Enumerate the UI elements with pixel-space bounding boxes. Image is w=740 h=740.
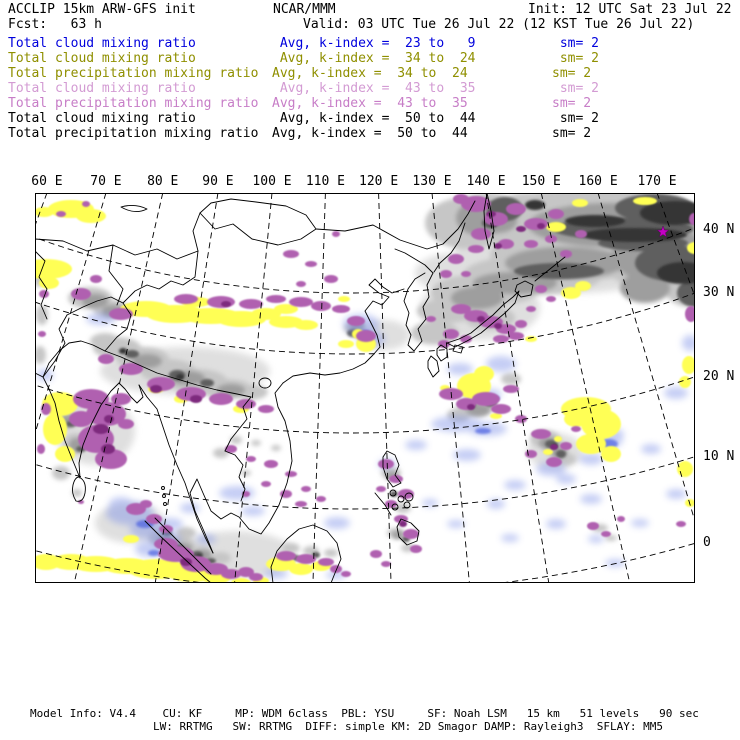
legend-row-sm: sm= 2 xyxy=(552,81,599,96)
map-canvas xyxy=(35,193,695,583)
lat-label: 0 xyxy=(703,535,711,550)
lon-label: 70 E xyxy=(90,174,122,189)
legend-row-label: Total precipitation mixing ratio xyxy=(8,96,259,111)
legend-row-label: Total precipitation mixing ratio xyxy=(8,126,259,141)
legend-row-sm: sm= 2 xyxy=(552,66,592,81)
legend-row-label: Total cloud mixing ratio xyxy=(8,111,196,126)
lat-label: 20 N xyxy=(703,369,735,384)
legend-row-sm: sm= 2 xyxy=(552,51,599,66)
lon-label: 80 E xyxy=(147,174,179,189)
legend xyxy=(0,0,740,150)
forecast-hour-label: Fcst: 63 h xyxy=(8,17,102,32)
legend-row-sm: sm= 2 xyxy=(552,36,599,51)
meridian-line xyxy=(379,193,391,583)
lon-label: 160 E xyxy=(578,174,618,189)
lon-label: 130 E xyxy=(412,174,452,189)
lon-label: 140 E xyxy=(466,174,506,189)
legend-row-stat: Avg, k-index = 50 to 44 xyxy=(272,126,468,141)
legend-row-sm: sm= 2 xyxy=(552,96,592,111)
lon-label: 100 E xyxy=(252,174,292,189)
legend-row-stat: Avg, k-index = 34 to 24 xyxy=(272,51,476,66)
lat-label: 30 N xyxy=(703,285,735,300)
lon-label: 120 E xyxy=(359,174,399,189)
valid-time-label: Valid: 03 UTC Tue 26 Jul 22 (12 KST Tue 26 Jul 22) xyxy=(303,17,695,32)
legend-row-stat: Avg, k-index = 34 to 24 xyxy=(272,66,468,81)
legend-row-stat: Avg, k-index = 43 to 35 xyxy=(272,81,476,96)
model-info-line2: LW: RRTMG SW: RRTMG DIFF: simple KM: 2D Smagor DAMP: Rayleigh3 SFLAY: MM5 xyxy=(153,720,663,733)
legend-row-stat: Avg, k-index = 50 to 44 xyxy=(272,111,476,126)
meridian-line xyxy=(313,193,325,583)
legend-row-stat: Avg, k-index = 43 to 35 xyxy=(272,96,468,111)
contour-fields xyxy=(35,193,695,583)
lon-label: 170 E xyxy=(637,174,677,189)
lon-label: 150 E xyxy=(521,174,561,189)
legend-row-label: Total cloud mixing ratio xyxy=(8,51,196,66)
legend-row-stat: Avg, k-index = 23 to 9 xyxy=(272,36,476,51)
legend-row-sm: sm= 2 xyxy=(552,126,592,141)
legend-row-sm: sm= 2 xyxy=(552,111,599,126)
forecast-map xyxy=(35,193,695,583)
page-title: ACCLIP 15km ARW-GFS init xyxy=(8,2,196,17)
init-time-label: Init: 12 UTC Sat 23 Jul 22 xyxy=(528,2,732,17)
meridian-line xyxy=(35,193,47,583)
lon-label: 90 E xyxy=(202,174,234,189)
lat-label: 40 N xyxy=(703,222,735,237)
lon-label: 110 E xyxy=(305,174,345,189)
model-info-line1: Model Info: V4.4 CU: KF MP: WDM 6class PBL: YSU SF: Noah LSM 15 km 51 levels 90 sec xyxy=(30,707,699,720)
legend-row-label: Total precipitation mixing ratio xyxy=(8,66,259,81)
legend-row-label: Total cloud mixing ratio xyxy=(8,81,196,96)
legend-row-label: Total cloud mixing ratio xyxy=(8,36,196,51)
lat-label: 10 N xyxy=(703,449,735,464)
lon-label: 60 E xyxy=(31,174,63,189)
org-label: NCAR/MMM xyxy=(273,2,336,17)
